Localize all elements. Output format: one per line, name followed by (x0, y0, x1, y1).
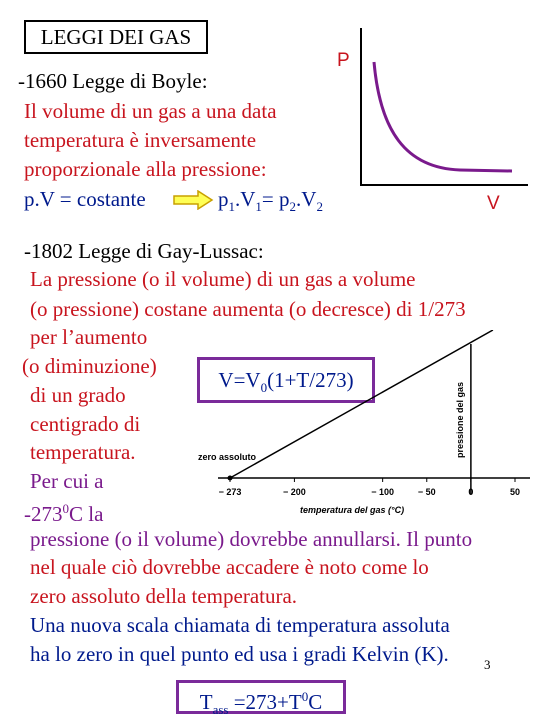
boyle-line-3: proporzionale alla pressione: (24, 157, 267, 181)
chart-x-tick-label: − 273 (218, 487, 242, 497)
gaylussac-line-14: ha lo zero in quel punto ed usa i gradi Kelvin (K). (30, 642, 449, 666)
gaylussac-line-3: per l’aumento (30, 325, 148, 349)
gaylussac-heading: -1802 Legge di Gay-Lussac: (24, 239, 264, 263)
gaylussac-line-5: di un grado (30, 383, 126, 407)
chart-x-tick-label: 0 (468, 487, 474, 497)
gaylussac-line-1: La pressione (o il volume) di un gas a volume (30, 267, 416, 291)
gaylussac-line-12: zero assoluto della temperatura. (30, 584, 298, 608)
gaylussac-line-6: centigrado di (30, 412, 141, 436)
gaylussac-line-9: $-273^0C$ la (24, 501, 104, 526)
gaylussac-line-7: temperatura. (30, 440, 136, 464)
chart-x-tick-label: 50 (509, 487, 521, 497)
gaylussac-line-8: Per cui a (30, 469, 104, 493)
boyle-line-1: Il volume di un gas a una data (24, 99, 277, 123)
chart-annotation: zero assoluto (198, 452, 257, 462)
gaylussac-line-4: (o diminuzione) (22, 354, 157, 378)
chart-y-label: pressione del gas (454, 381, 465, 458)
boyle-formula-left: p.V = costante (24, 187, 146, 211)
gaylussac-line-2: (o pressione) costane aumenta (o decresce) di 1/273 (30, 297, 466, 321)
boyle-heading: -1660 Legge di Boyle: (18, 69, 208, 93)
boyle-curve (374, 62, 512, 171)
arrow-right-icon (172, 190, 214, 210)
absolute-temperature-formula-box: $T_{ass} =273+T^0C$ (176, 680, 346, 714)
boyle-y-label: P (337, 50, 350, 71)
chart-series-line (230, 330, 493, 478)
page-number: 3 (484, 657, 491, 672)
gay-lussac-chart (180, 330, 536, 520)
boyle-x-label: V (487, 193, 500, 214)
boyle-formula-right: $p_1.V_1= p_2.V_2$ (218, 187, 323, 215)
gaylussac-line-11: nel quale ciò dovrebbe accadere è noto come lo (30, 555, 429, 579)
chart-x-tick-label: − 200 (283, 487, 306, 497)
chart-x-tick-label: − 50 (417, 487, 436, 497)
volume-formula-box: $V=V_0(1+T/273)$ (197, 357, 375, 403)
boyle-graph (330, 20, 535, 220)
gaylussac-line-10: pressione (o il volume) dovrebbe annullarsi. Il punto (30, 527, 473, 551)
chart-x-label: temperatura del gas (°C) (300, 505, 405, 515)
boyle-line-2: temperatura è inversamente (24, 128, 257, 152)
chart-x-tick-label: − 100 (371, 487, 395, 497)
gaylussac-line-13: Una nuova scala chiamata di temperatura assoluta (30, 613, 450, 637)
page-title: LEGGI DEI GAS (24, 20, 208, 54)
